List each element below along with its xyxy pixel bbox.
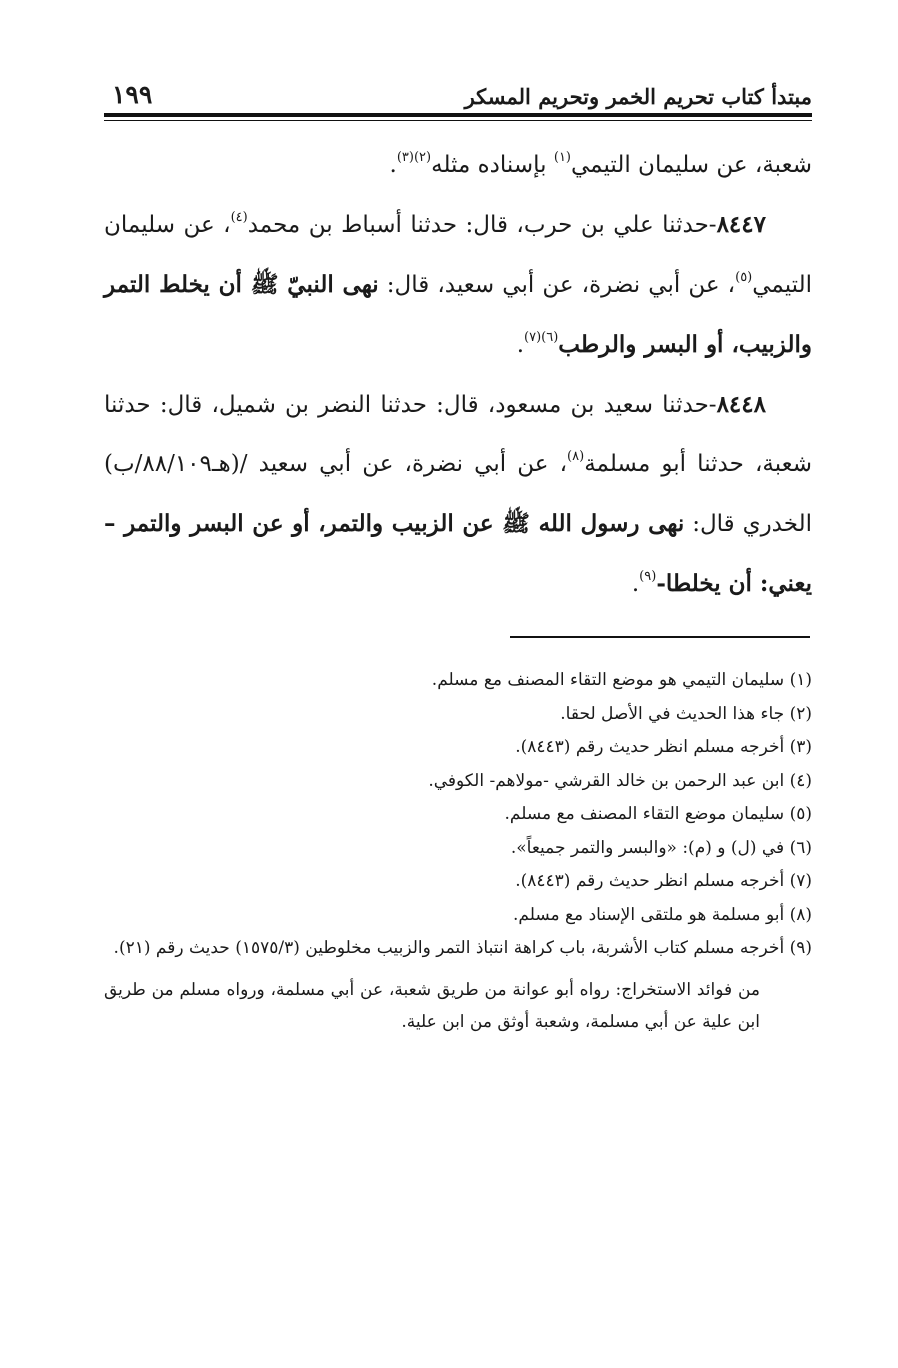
hadith-number: ٨٤٤٧ xyxy=(716,211,766,238)
footnote: (٨) أبو مسلمة هو ملتقى الإسناد مع مسلم. xyxy=(512,904,812,925)
footnote-ref: (٦)(٧) xyxy=(524,330,559,345)
footnote: (٧) أخرجه مسلم انظر حديث رقم (٨٤٤٣). xyxy=(515,871,812,891)
text-run: -حدثنا علي بن حرب، قال: حدثنا أسباط بن محمد xyxy=(247,212,717,238)
text-run: -حدثنا سعيد بن مسعود، قال: حدثنا النضر بن شميل، قال: حدثنا شعبة، حدثنا أبو مسلمة xyxy=(104,392,813,477)
footnote: (٥) سليمان موضع التقاء المصنف مع مسلم. xyxy=(504,804,812,824)
footnote: (٤) ابن عبد الرحمن بن خالد القرشي -مولاهم- الكوفي. xyxy=(428,770,812,791)
footnote-ref: (١) xyxy=(553,150,571,165)
running-header xyxy=(104,78,812,112)
footnote: (٢) جاء هذا الحديث في الأصل لحقا. xyxy=(560,703,812,724)
header-rule-thin xyxy=(104,120,812,121)
footnote-ref: (٥) xyxy=(735,270,753,285)
hadith-number: ٨٤٤٨ xyxy=(716,391,766,418)
header-rule-thick xyxy=(104,113,812,117)
header-title: مبتدأ كتاب تحريم الخمر وتحريم المسكر xyxy=(464,84,812,109)
footnote-ref: (٢)(٣) xyxy=(396,150,432,165)
footnote-note: من فوائد الاستخراج: رواه أبو عوانة من طريق شعبة، عن أبي مسلمة، ورواه مسلم من طريق ابن علية عن أبي مسلمة، وشعبة أوثق من ابن علية. xyxy=(104,979,760,1032)
text-run: بإسناده مثله xyxy=(431,152,554,178)
text-run: ، عن سليمان التيمي xyxy=(104,212,812,298)
footnote: (١) سليمان التيمي هو موضع التقاء المصنف مع مسلم. xyxy=(431,670,812,690)
hadith-8447 xyxy=(104,195,812,375)
footnotes xyxy=(104,664,812,1038)
main-text xyxy=(104,136,812,614)
hadith-matn: نهى رسول الله ﷺ عن الزبيب والتمر، أو عن البسر والتمر – يعني: أن يخلطا- xyxy=(104,510,812,597)
footnote-ref: (٩) xyxy=(639,569,657,584)
footnote: (٣) أخرجه مسلم انظر حديث رقم (٨٤٤٣). xyxy=(515,737,812,757)
text-run: ، عن أبي نضرة، عن أبي سعيد /(هـ٨٨/١٠٩/ب) الخدري قال: xyxy=(104,451,812,537)
footnote: (٩) أخرجه مسلم كتاب الأشربة، باب كراهة انتباذ التمر والزبيب مخلوطين (١٥٧٥/٣) حديث رقم (٢١). xyxy=(113,938,812,958)
text-run: ، عن أبي نضرة، عن أبي سعيد، قال: xyxy=(378,272,736,298)
footnote-ref: (٤) xyxy=(230,210,248,225)
text-run: شعبة، عن سليمان التيمي xyxy=(571,152,812,178)
page-number: ١٩٩ xyxy=(112,80,153,109)
text-run: . xyxy=(631,571,640,597)
footnote: (٦) في (ل) و (م): «والبسر والتمر جميعاً». xyxy=(510,837,812,858)
continuation-paragraph xyxy=(104,136,812,195)
hadith-8448 xyxy=(104,375,812,614)
text-run: . xyxy=(516,332,525,358)
hadith-matn: نهى النبيّ ﷺ أن يخلط التمر والزبيب، أو البسر والرطب xyxy=(104,271,812,358)
footnote-ref: (٨) xyxy=(567,449,585,464)
footnote-separator xyxy=(510,636,810,638)
text-run: . xyxy=(389,152,397,178)
